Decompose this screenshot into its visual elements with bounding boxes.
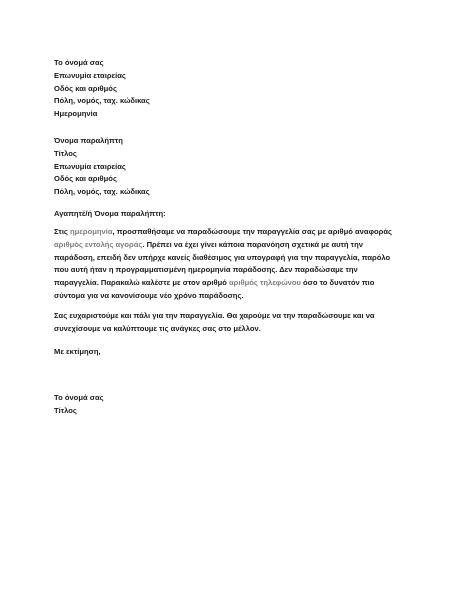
paragraph-line [54,290,414,303]
signature-title: Τίτλος [54,405,77,415]
recipient-name: Όνομα παραλήπτη [54,136,123,145]
recipient-company: Επωνυμία εταιρείας [54,161,126,171]
placeholder-text: αριθμός εντολής αγοράς [54,239,143,249]
body-paragraph-1 [54,226,414,303]
paragraph-line: Σας ευχαριστούμε και πάλι για την παραγγελία. Θα χαρούμε να την παραδώσουμε και να [54,311,375,320]
body-paragraph-2 [54,310,414,336]
signature-name: Το όνομά σας [54,393,104,402]
text-segment: παραγγελία. Παρακαλώ καλέστε με στον αριθμό [54,278,230,288]
text-segment: , προσπαθήσαμε να παραδώσουμε την παραγγελία σας με αριθμό αναφοράς [112,227,392,236]
placeholder-text: αριθμός τηλεφώνου [229,278,301,288]
salutation: Αγαπητέ/ή Όνομα παραλήπτη: [54,209,166,218]
sender-name: Το όνομά σας [54,58,104,67]
recipient-city: Πόλη, νομός, ταχ. κώδικας [54,187,150,197]
paragraph-line [54,264,414,277]
text-segment: . Πρέπει να έχει γίνει κάποια παρανόηση σχετικά με αυτή την [142,239,363,249]
text-segment: Στις [54,227,70,236]
letter-date: Ημερομηνία [54,109,98,119]
placeholder-text: ημερομηνία [70,227,113,236]
sender-company: Επωνυμία εταιρείας [54,70,126,80]
paragraph-line [54,226,414,239]
paragraph-line: συνεχίσουμε να καλύπτουμε τις ανάγκες σας στο μέλλον. [54,323,261,333]
sender-city: Πόλη, νομός, ταχ. κώδικας [54,96,150,106]
text-segment: παράδοση, επειδή δεν υπήρχε κανείς διαθέσιμος για υπογραφή για την παραγγελία, παρόλο [54,252,391,262]
sender-street: Οδός και αριθμός [54,83,117,93]
text-segment: σύντομα για να κανονίσουμε νέο χρόνο παράδοσης. [54,290,244,300]
text-segment: που αυτή ήταν η προγραμματισμένη ημερομηνία παράδοσης. Δεν παραδώσαμε την [54,265,358,275]
text-segment: όσο το δυνατόν πιο [300,278,375,288]
paragraph-line [54,252,414,265]
signature-block [54,392,104,418]
recipient-address-block [54,135,150,199]
paragraph-line [54,277,414,290]
recipient-title: Τίτλος [54,148,77,158]
recipient-street: Οδός και αριθμός [54,174,117,184]
closing: Με εκτίμηση, [54,347,101,356]
sender-address-block [54,57,150,121]
paragraph-line [54,239,414,252]
